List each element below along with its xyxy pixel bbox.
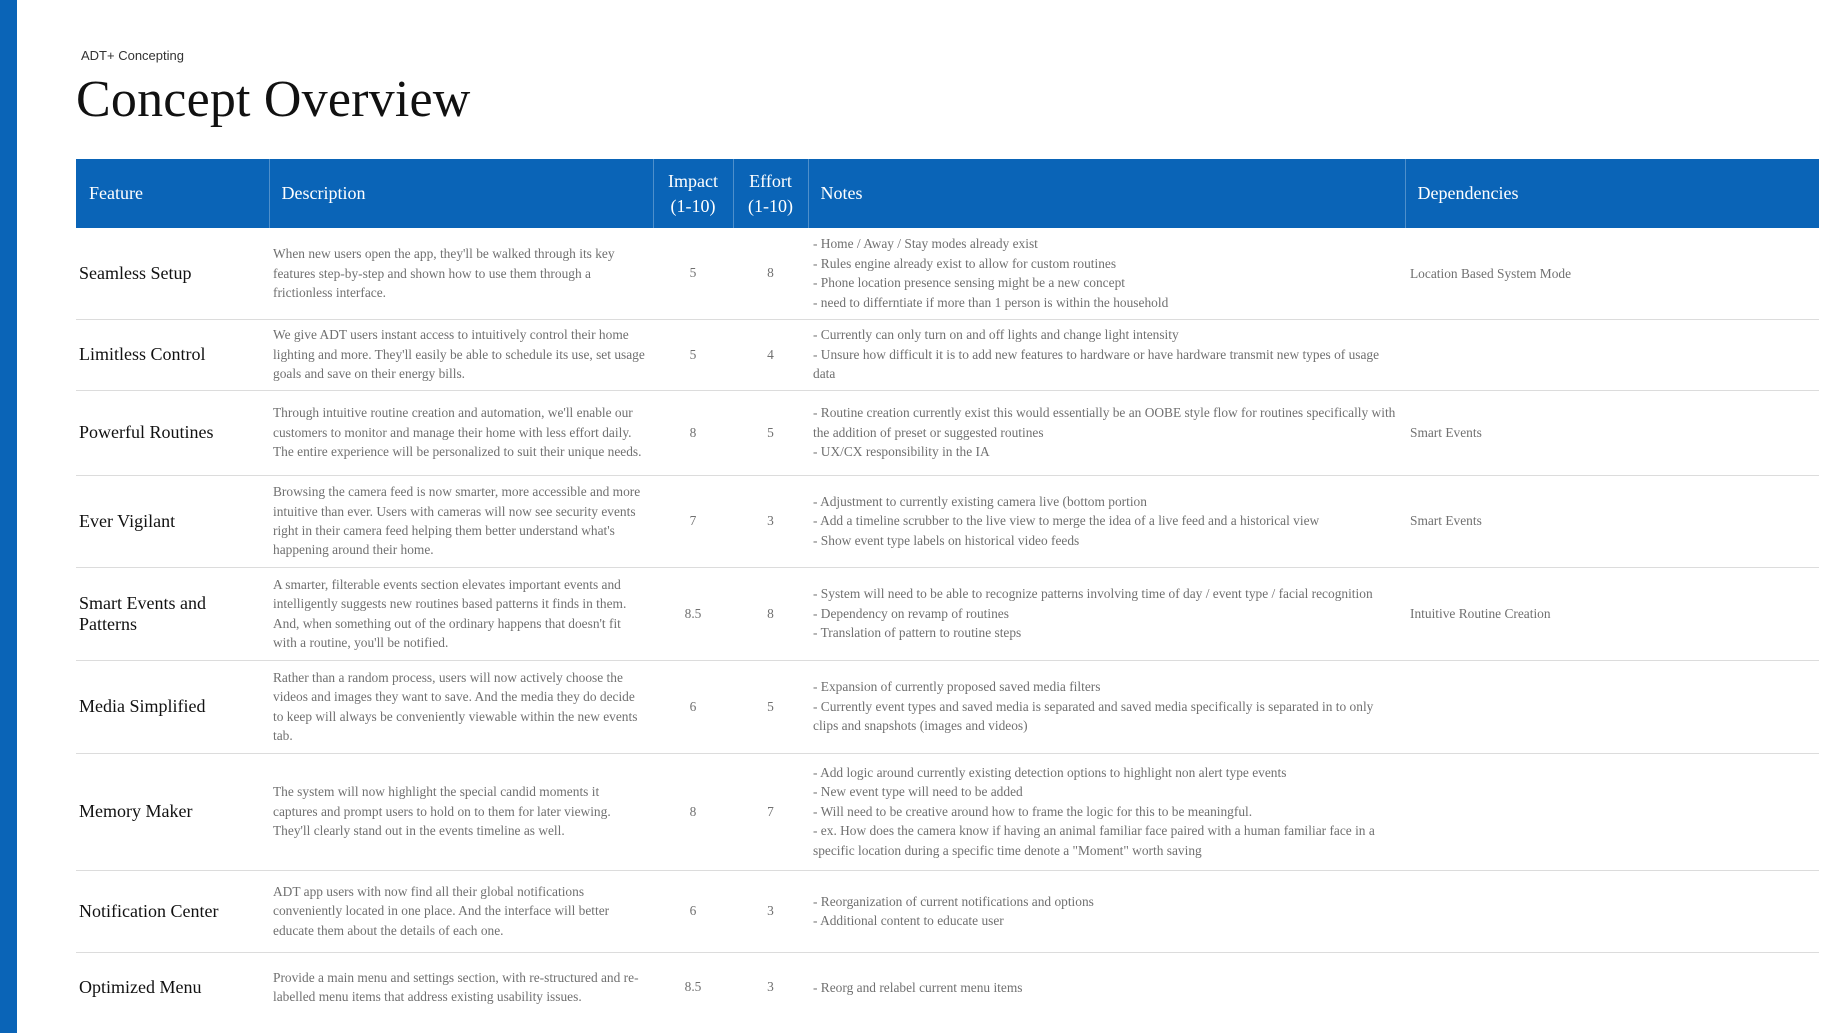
- table-row: [76, 567, 1819, 660]
- impact-score: 5: [689, 346, 697, 362]
- description-text: We give ADT users instant access to intuitively control their home lighting and more. They'll easily be able to schedule its use, set usage goals and save on their energy bills.: [273, 327, 645, 382]
- note-line: - ex. How does the camera know if having an animal familiar face paired with a human familiar face in a specific location during a specific time denote a "Moment" worth saving: [813, 823, 1375, 858]
- column-header-notes: Notes: [808, 159, 1405, 228]
- feature-dependencies: [1405, 567, 1819, 660]
- column-header-dependencies: Dependencies: [1417, 183, 1519, 204]
- feature-notes: [808, 319, 1405, 390]
- feature-name: Optimized Menu: [79, 976, 202, 997]
- note-line: - New event type will need to be added: [813, 784, 1023, 800]
- feature-dependencies: [1405, 660, 1819, 753]
- feature-name: Ever Vigilant: [79, 510, 176, 531]
- column-header-feature: Feature: [76, 159, 269, 228]
- description-text: A smarter, filterable events section elevates important events and intelligently suggests new routines based patterns it finds in them. And, when something out of the ordinary happens that doesn't fit with a routine, you'll be notified.: [273, 576, 627, 650]
- feature-description: [269, 870, 653, 952]
- note-line: - Add logic around currently existing detection options to highlight non alert type events: [813, 764, 1287, 780]
- impact-score: 6: [689, 698, 697, 714]
- feature-description: [269, 660, 653, 753]
- description-text: ADT app users with now find all their global notifications conveniently located in one place. And the interface will better educate them about the details of each one.: [273, 883, 610, 938]
- note-line: - Translation of pattern to routine steps: [813, 625, 1022, 641]
- note-line: - Show event type labels on historical video feeds: [813, 532, 1080, 548]
- note-line: - Currently can only turn on and off lights and change light intensity: [813, 327, 1179, 343]
- concept-table: [76, 159, 1819, 1022]
- feature-dependencies: [1405, 753, 1819, 870]
- column-header-description: Description: [269, 159, 653, 228]
- description-text: Through intuitive routine creation and automation, we'll enable our customers to monitor and manage their home with less effort daily. The entire experience will be personalized to suit their unique needs.: [273, 405, 642, 460]
- impact-score: 8: [689, 803, 697, 819]
- feature-notes: [808, 567, 1405, 660]
- effort-score: 3: [767, 513, 774, 528]
- note-line: - UX/CX responsibility in the IA: [813, 444, 990, 460]
- impact-score: 8: [689, 424, 697, 440]
- description-text: Rather than a random process, users will now actively choose the videos and images they want to save. And the media they do decide to keep will always be conveniently viewable within the new events tab.: [273, 669, 638, 743]
- note-line: - Rules engine already exist to allow for custom routines: [813, 255, 1117, 271]
- effort-score: 3: [767, 979, 774, 995]
- feature-name: Notification Center: [79, 900, 219, 921]
- impact-score: 6: [689, 903, 697, 918]
- page-title: Concept Overview: [76, 71, 471, 128]
- note-line: - need to differntiate if more than 1 person is within the household: [813, 294, 1169, 310]
- dependencies-text: Location Based System Mode: [1410, 265, 1572, 281]
- table-header-row: [76, 159, 1819, 228]
- section-kicker: ADT+ Concepting: [81, 48, 184, 63]
- feature-notes: [808, 952, 1405, 1022]
- note-line: - Adjustment to currently existing camera live (bottom portion: [813, 493, 1147, 509]
- column-header-effort-label: Effort: [749, 171, 792, 192]
- feature-dependencies: [1405, 228, 1819, 319]
- effort-score: 8: [767, 265, 774, 281]
- feature-name: Powerful Routines: [79, 422, 214, 442]
- feature-description: [269, 475, 653, 567]
- feature-description: [269, 319, 653, 390]
- table-row: [76, 319, 1819, 390]
- impact-score: 8.5: [684, 605, 702, 621]
- note-line: - Currently event types and saved media is separated and saved media specifically is separated in to only clips and snapshots (images and videos): [813, 698, 1374, 734]
- note-line: - Unsure how difficult it is to add new features to hardware or have hardware transmit new types of usage data: [813, 346, 1380, 382]
- effort-score: 3: [767, 903, 774, 918]
- feature-description: [269, 753, 653, 870]
- dependencies-text: Intuitive Routine Creation: [1410, 605, 1551, 621]
- note-line: - System will need to be able to recognize patterns involving time of day / event type / facial recognition: [813, 586, 1373, 602]
- feature-notes: [808, 870, 1405, 952]
- column-header-impact: [653, 159, 733, 228]
- note-line: - Routine creation currently exist this would essentially be an OOBE style flow for routines specifically with the addition of preset or suggested routines: [813, 405, 1396, 440]
- feature-description: [269, 228, 653, 319]
- note-line: - Add a timeline scrubber to the live view to merge the idea of a live feed and a historical view: [813, 513, 1320, 529]
- note-line: - Expansion of currently proposed saved media filters: [813, 679, 1101, 695]
- table-row: [76, 475, 1819, 567]
- feature-dependencies: [1405, 870, 1819, 952]
- feature-notes: [808, 390, 1405, 475]
- note-line: - Will need to be creative around how to frame the logic for this to be meaningful.: [813, 803, 1253, 819]
- note-line: - Phone location presence sensing might be a new concept: [813, 275, 1125, 291]
- impact-score: 7: [689, 513, 697, 528]
- feature-notes: [808, 753, 1405, 870]
- feature-dependencies: [1405, 475, 1819, 567]
- effort-score: 8: [767, 605, 774, 621]
- feature-name: Memory Maker: [79, 801, 193, 821]
- note-line: - Reorg and relabel current menu items: [813, 979, 1023, 995]
- description-text: The system will now highlight the special candid moments it captures and prompt users to hold on to them for later viewing. They'll clearly stand out in the events timeline as well.: [273, 784, 611, 839]
- feature-dependencies: [1405, 319, 1819, 390]
- feature-notes: [808, 660, 1405, 753]
- description-text: Provide a main menu and settings section, with re-structured and re-labelled menu items that address existing usability issues.: [273, 969, 639, 1005]
- feature-description: [269, 952, 653, 1022]
- feature-description: [269, 390, 653, 475]
- table-row: [76, 660, 1819, 753]
- dependencies-text: Smart Events: [1410, 513, 1482, 529]
- column-header-impact-scale: (1-10): [670, 195, 716, 216]
- feature-name: Smart Events and Patterns: [79, 592, 206, 634]
- left-accent-bar: [0, 0, 17, 1033]
- feature-notes: [808, 475, 1405, 567]
- column-header-effort-scale: (1-10): [748, 195, 793, 216]
- note-line: - Home / Away / Stay modes already exist: [813, 236, 1038, 252]
- feature-dependencies: [1405, 390, 1819, 475]
- dependencies-text: Smart Events: [1410, 424, 1482, 440]
- feature-name: Seamless Setup: [79, 262, 192, 283]
- note-line: - Reorganization of current notifications and options: [813, 893, 1094, 909]
- feature-name: Media Simplified: [79, 696, 206, 716]
- note-line: - Dependency on revamp of routines: [813, 605, 1009, 621]
- table-row: [76, 390, 1819, 475]
- table-row: [76, 952, 1819, 1022]
- table-row: [76, 228, 1819, 319]
- feature-name: Limitless Control: [79, 344, 206, 364]
- table-row: [76, 753, 1819, 870]
- table-row: [76, 870, 1819, 952]
- impact-score: 8.5: [684, 979, 702, 995]
- feature-description: [269, 567, 653, 660]
- note-line: - Additional content to educate user: [813, 913, 1004, 928]
- description-text: When new users open the app, they'll be walked through its key features step-by-step and shown how to use them through a frictionless interface.: [273, 246, 615, 300]
- effort-score: 5: [767, 698, 774, 714]
- effort-score: 5: [767, 424, 774, 440]
- description-text: Browsing the camera feed is now smarter, more accessible and more intuitive than ever. Users with cameras will now see security events right in their camera feed helping them better understand what's happening around their home.: [273, 484, 641, 558]
- effort-score: 4: [767, 346, 774, 362]
- feature-notes: [808, 228, 1405, 319]
- impact-score: 5: [689, 265, 697, 281]
- column-header-effort: [733, 159, 808, 228]
- column-header-impact-label: Impact: [668, 171, 718, 192]
- feature-dependencies: [1405, 952, 1819, 1022]
- effort-score: 7: [767, 803, 774, 819]
